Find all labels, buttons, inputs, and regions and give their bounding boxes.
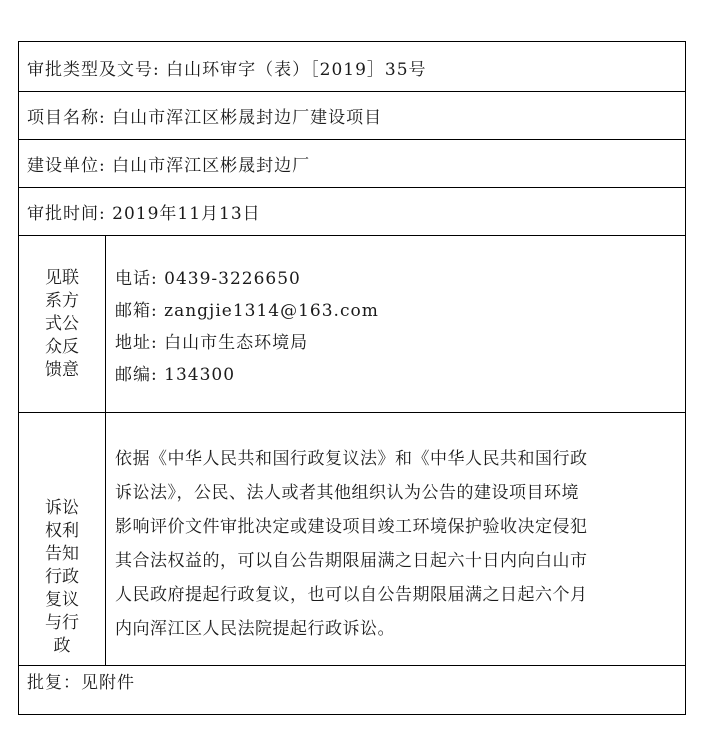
contact-phone: 电话: 0439-3226650 [115,269,301,289]
row-divider [19,665,685,666]
rights-line: 人民政府提起行政复议，也可以自公告期限届满之日起六个月 [115,585,588,605]
row-divider [19,412,685,413]
rights-line: 依据《中华人民共和国行政复议法》和《中华人民共和国行政 [115,449,588,469]
rights-line: 影响评价文件审批决定或建设项目竣工环境保护验收决定侵犯 [115,517,588,537]
rights-line: 内向浑江区人民法院提起行政诉讼。 [115,619,395,639]
contact-address: 地址: 白山市生态环境局 [115,333,309,353]
approval-type-text: 审批类型及文号: 白山环审字（表）［2019］35号 [27,60,427,80]
rights-line: 其合法权益的，可以自公告期限届满之日起六十日内向白山市 [115,551,588,571]
feedback-label: 见联系方式公众反馈意 [45,268,79,380]
rights-paragraph [115,442,687,646]
row-divider [19,91,685,92]
row-divider [19,139,685,140]
project-name-text: 项目名称: 白山市浑江区彬晟封边厂建设项目 [27,108,383,128]
column-divider [105,235,106,665]
approval-table [18,41,686,715]
row-divider [19,235,685,236]
reply-text: 批复：见附件 [27,673,135,693]
row-divider [19,187,685,188]
contact-email: 邮箱: zangjie1314@163.com [115,301,379,321]
approval-time-text: 审批时间: 2019年11月13日 [27,204,261,224]
rights-label: 诉讼权利告知行政复议与行政 [45,498,79,656]
contact-postcode: 邮编: 134300 [115,365,236,385]
builder-text: 建设单位: 白山市浑江区彬晟封边厂 [27,156,311,176]
rights-line: 诉讼法》，公民、法人或者其他组织认为公告的建设项目环境 [115,483,579,503]
